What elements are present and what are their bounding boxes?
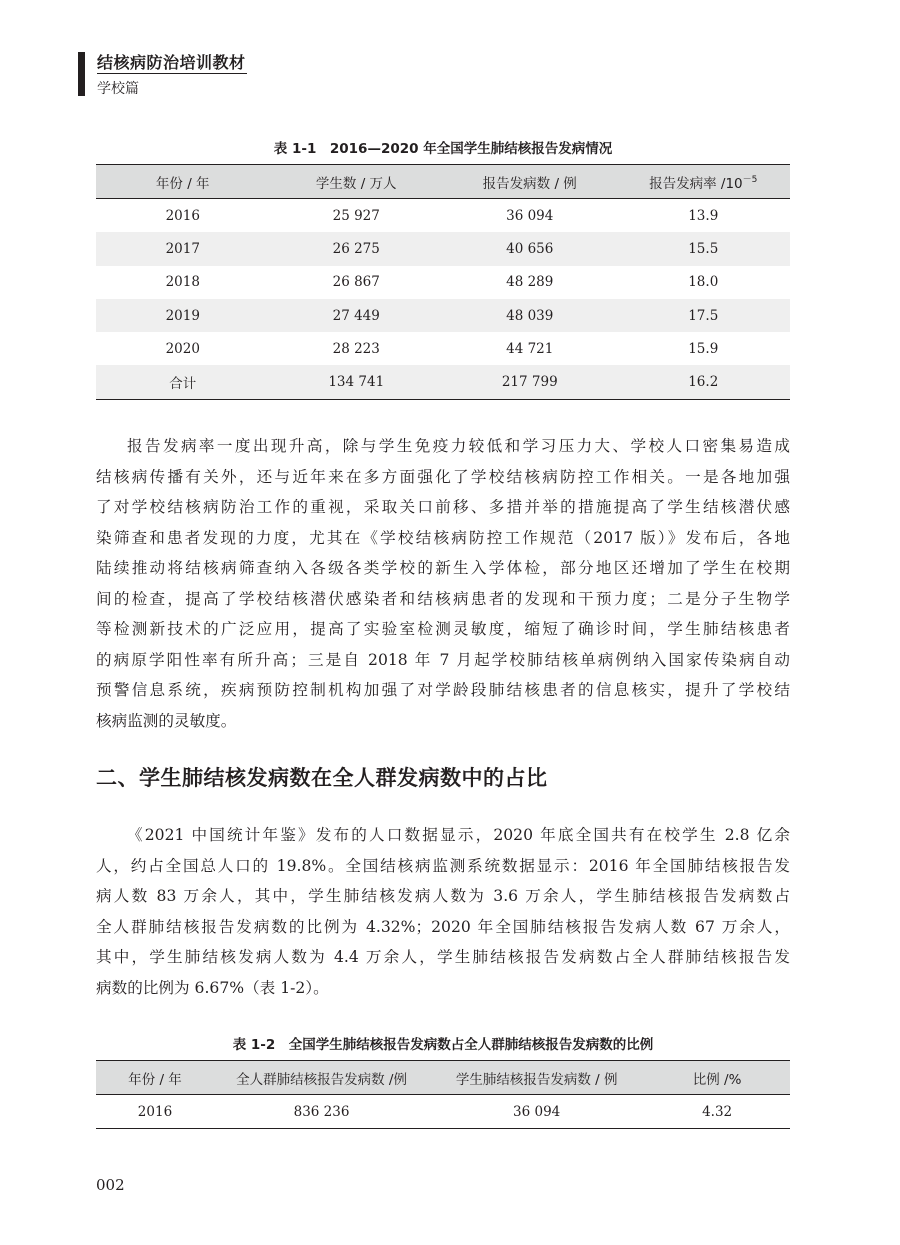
table2 (96, 1060, 790, 1129)
paragraph-line: 染筛查和患者发现的力度，尤其在《学校结核病防控工作规范（2017 版）》发布后，各地 (96, 528, 790, 547)
table1-cell-rate: 15.5 (617, 232, 791, 265)
book-subtitle: 学校篇 (97, 81, 139, 97)
paragraph-line: 结核病传播有关外，还与近年来在多方面强化了学校结核病防控工作相关。一是各地加强 (96, 467, 790, 486)
table1-caption: 表 1-1 2016—2020 年全国学生肺结核报告发病情况 (273, 141, 613, 157)
table1-cell-students: 27 449 (270, 299, 444, 332)
table1-cell-students: 134 741 (270, 365, 444, 399)
table1-cell-cases: 48 289 (506, 274, 554, 291)
table-row (96, 232, 790, 265)
table1-cell-rate: 13.9 (688, 207, 719, 224)
table1-col-rate (617, 165, 791, 199)
paragraph-line: 《2021 中国统计年鉴》发布的人口数据显示，2020 年底全国共有在校学生 2.8 亿余 (127, 826, 790, 844)
table1-cell-cases: 217 799 (443, 365, 617, 399)
paragraph-line: 的病原学阳性率有所升高；三是自 2018 年 7 月起学校肺结核单病例纳入国家传染病自动 (96, 650, 790, 669)
table2-col-ratio: 比例 /% (644, 1061, 790, 1095)
table1-cell-rate: 16.2 (617, 365, 791, 399)
table1 (96, 164, 790, 400)
paragraph-line: 病数的比例为 6.67%（表 1-2）。 (96, 978, 329, 997)
table-row (96, 1095, 790, 1129)
table-row (96, 299, 790, 332)
table1-cell-rate: 17.5 (617, 299, 791, 332)
table-row (96, 266, 790, 299)
table2-cell-student-cases: 36 094 (429, 1095, 644, 1129)
table1-col-rate-exponent: －5 (742, 174, 758, 185)
table1-cell-students: 26 275 (270, 232, 444, 265)
header-bar (78, 52, 85, 96)
table1-cell-students: 25 927 (332, 207, 380, 224)
paragraph-line: 人，约占全国总人口的 19.8%。全国结核病监测系统数据显示：2016 年全国肺结核报告发 (96, 856, 790, 875)
table1-cell-cases: 48 039 (443, 299, 617, 332)
table1-cell-rate: 18.0 (688, 274, 719, 291)
table1-cell-year: 2020 (165, 340, 200, 357)
paragraph-line: 间的检查，提高了学校结核潜伏感染者和结核病患者的发现和干预力度；二是分子生物学 (96, 589, 790, 608)
page-number: 002 (96, 1176, 125, 1194)
table1-cell-year: 2016 (165, 207, 200, 224)
table1-cell-cases: 40 656 (443, 232, 617, 265)
paragraph-line: 全人群肺结核报告发病数的比例为 4.32%；2020 年全国肺结核报告发病人数 67 万余人， (96, 917, 790, 936)
paragraph-line: 报告发病率一度出现升高，除与学生免疫力较低和学习压力大、学校人口密集易造成 (127, 437, 790, 455)
table1-col-rate-label: 报告发病率 /10 (649, 175, 743, 192)
paragraph-line: 预警信息系统，疾病预防控制机构加强了对学龄段肺结核患者的信息核实，提升了学校结 (96, 681, 790, 699)
table1-col-students: 学生数 / 万人 (270, 165, 444, 199)
table1-col-year: 年份 / 年 (96, 165, 270, 199)
paragraph-line: 等检测新技术的广泛应用，提高了实验室检测灵敏度，缩短了确诊时间，学生肺结核患者 (96, 620, 790, 638)
paragraph-line: 陆续推动将结核病筛查纳入各级各类学校的新生入学体检，部分地区还增加了学生在校期 (96, 559, 790, 577)
table2-col-year: 年份 / 年 (96, 1061, 214, 1095)
table1-cell-rate: 15.9 (688, 340, 719, 357)
paragraph-line: 核病监测的灵敏度。 (96, 711, 237, 730)
paragraph-2 (96, 820, 790, 1003)
table2-caption: 表 1-2 全国学生肺结核报告发病数占全人群肺结核报告发病数的比例 (232, 1037, 654, 1053)
table-row (96, 199, 790, 233)
table2-cell-ratio: 4.32 (644, 1095, 790, 1129)
table-row-total (96, 365, 790, 399)
paragraph-line: 了对学校结核病防治工作的重视，采取关口前移、多措并举的措施提高了学生结核潜伏感 (96, 498, 790, 516)
table1-header-row (96, 165, 790, 199)
table1-col-cases: 报告发病数 / 例 (443, 165, 617, 199)
table1-cell-year: 2017 (96, 232, 270, 265)
table1-cell-cases: 44 721 (506, 340, 554, 357)
paragraph-1 (96, 431, 790, 736)
paragraph-line: 其中，学生肺结核发病人数为 4.4 万余人，学生肺结核报告发病数占全人群肺结核报告发 (96, 948, 790, 966)
table1-cell-year: 合计 (96, 365, 270, 399)
table1-cell-year: 2018 (165, 274, 200, 291)
table2-cell-year: 2016 (96, 1095, 214, 1129)
paragraph-line: 病人数 83 万余人，其中，学生肺结核发病人数为 3.6 万余人，学生肺结核报告发病数占 (96, 887, 790, 905)
table1-cell-cases: 36 094 (506, 207, 554, 224)
table1-cell-students: 28 223 (332, 340, 380, 357)
table-row (96, 332, 790, 365)
table2-header-row (96, 1061, 790, 1095)
section-heading: 二、学生肺结核发病数在全人群发病数中的占比 (96, 766, 548, 790)
table1-cell-year: 2019 (96, 299, 270, 332)
table2-col-student-cases: 学生肺结核报告发病数 / 例 (429, 1061, 644, 1095)
header-rule (97, 73, 247, 74)
book-title: 结核病防治培训教材 (97, 53, 246, 72)
table1-cell-students: 26 867 (332, 274, 380, 291)
table2-cell-total-cases: 836 236 (214, 1095, 429, 1129)
table2-col-total-cases: 全人群肺结核报告发病数 /例 (214, 1061, 429, 1095)
